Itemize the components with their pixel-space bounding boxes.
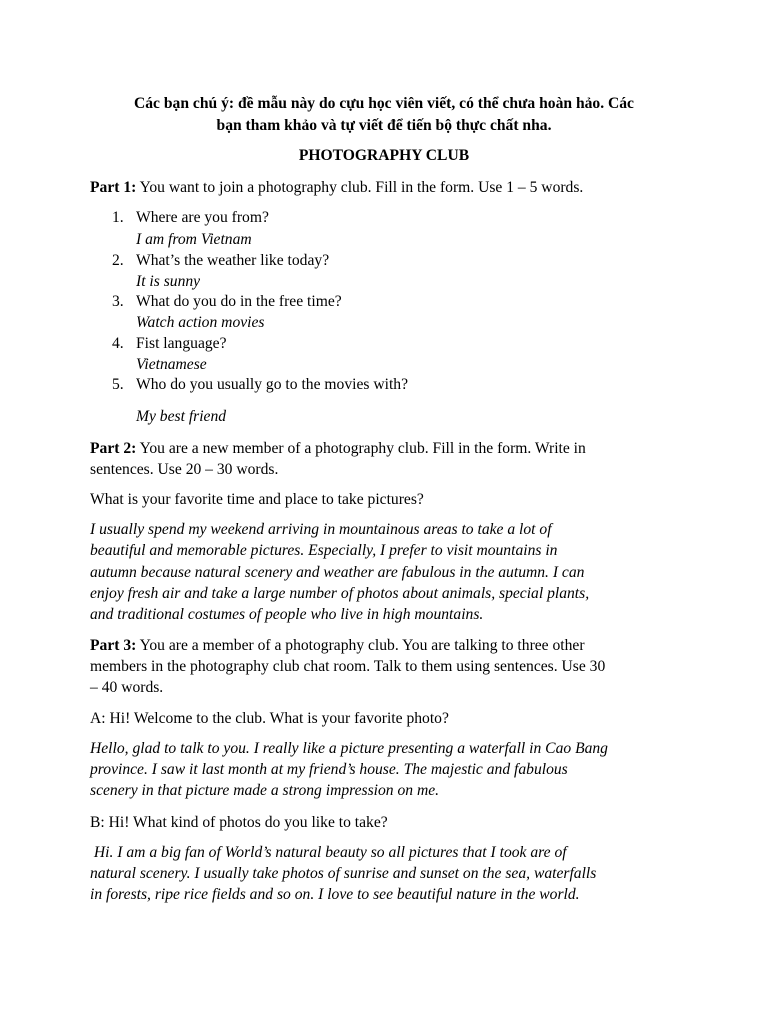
part3-answer-b-line: Hi. I am a big fan of World’s natural beauty so all pictures that I took are of	[90, 844, 567, 861]
part3-instruction-text: You are a member of a photography club. You are talking to three other	[136, 637, 585, 654]
question-3: What do you do in the free time?	[136, 293, 342, 310]
part3-question-b: B: Hi! What kind of photos do you like to take?	[90, 814, 388, 831]
answer-4: Vietnamese	[136, 356, 207, 373]
part3-answer-a-line: Hello, glad to talk to you. I really like a picture presenting a waterfall in Cao Bang	[90, 740, 608, 757]
item-number: 3.	[112, 293, 124, 310]
part3-label: Part 3:	[90, 637, 137, 654]
part2-question: What is your favorite time and place to take pictures?	[90, 491, 424, 508]
part3-instruction-line-1	[90, 636, 585, 657]
part2-answer-line: enjoy fresh air and take a large number of photos about animals, special plants,	[90, 585, 590, 602]
part3-answer-a-line: province. I saw it last month at my friend’s house. The majestic and fabulous	[90, 761, 568, 778]
question-5: Who do you usually go to the movies with?	[136, 376, 408, 393]
part2-label: Part 2:	[90, 440, 137, 457]
part3-instruction-line-2: members in the photography club chat room. Talk to them using sentences. Use 30	[90, 658, 606, 675]
item-number: 4.	[112, 335, 124, 352]
notice-line-2: bạn tham khảo và tự viết để tiến bộ thực chất nha.	[216, 117, 552, 134]
part2-instruction-line-1	[90, 439, 586, 460]
part2-answer-line: beautiful and memorable pictures. Especially, I prefer to visit mountains in	[90, 542, 558, 559]
item-number: 1.	[112, 209, 124, 226]
part1-instruction-text: You want to join a photography club. Fill in the form. Use 1 – 5 words.	[136, 179, 584, 196]
notice-line-1: Các bạn chú ý: đề mẫu này do cựu học viên viết, có thể chưa hoàn hảo. Các	[134, 95, 634, 112]
answer-5: My best friend	[136, 408, 227, 425]
part3-instruction-line-3: – 40 words.	[90, 679, 164, 696]
answer-1: I am from Vietnam	[136, 231, 252, 248]
part2-instruction-line-2: sentences. Use 20 – 30 words.	[90, 461, 279, 478]
question-4: Fist language?	[136, 335, 227, 352]
part3-answer-b-line: in forests, ripe rice fields and so on. I love to see beautiful nature in the world.	[90, 886, 580, 903]
part2-answer-line: I usually spend my weekend arriving in mountainous areas to take a lot of	[90, 521, 552, 538]
item-number: 5.	[112, 376, 124, 393]
answer-3: Watch action movies	[136, 314, 265, 331]
part2-instruction-text: You are a new member of a photography club. Fill in the form. Write in	[136, 440, 586, 457]
part3-answer-a-line: scenery in that picture made a strong impression on me.	[90, 782, 440, 799]
part3-answer-b-line: natural scenery. I usually take photos of sunrise and sunset on the sea, waterfalls	[90, 865, 597, 882]
part2-answer-line: autumn because natural scenery and weather are fabulous in the autumn. I can	[90, 564, 585, 581]
question-2: What’s the weather like today?	[136, 252, 330, 269]
answer-2: It is sunny	[136, 273, 201, 290]
item-number: 2.	[112, 252, 124, 269]
part1-instruction	[90, 178, 583, 199]
question-1: Where are you from?	[136, 209, 269, 226]
part1-label: Part 1:	[90, 179, 137, 196]
document-title: PHOTOGRAPHY CLUB	[298, 147, 470, 164]
part2-answer-line: and traditional costumes of people who live in high mountains.	[90, 606, 484, 623]
part3-question-a: A: Hi! Welcome to the club. What is your favorite photo?	[90, 710, 449, 727]
